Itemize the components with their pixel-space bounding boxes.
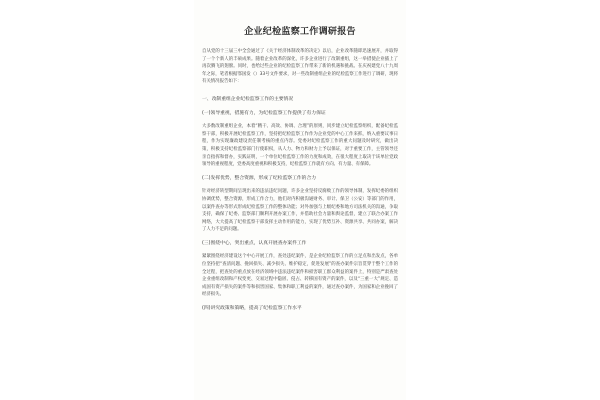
document-page bbox=[194, 0, 406, 400]
subsection-heading-1: (一)领导重视，措施有力，为纪检监察工作提供了有力保证 bbox=[202, 110, 326, 116]
intro-paragraph: 自从党的十三届三中全会通过了《关于经济体制改革的决定》以后，企业改革随即迅速展开，并取得了一个个新人的丰硕成果。随着企业改革的深化，许多企业进行了改制重组，这一举措使企业插上了再次腾飞的翅膀。同时，也给过些企业的纪检监察工作带来了新的机遇和挑战。在庆祝建党八十九周年之际，笔者根据鄂国发（）33号文件要求，对一些改制重组企业的纪检监察工作进行了调研，现将有关情况报告如下： bbox=[202, 49, 398, 85]
subsection-heading-3: (三)围绕中心，突出重点，认真开展查办案件工作 bbox=[202, 240, 307, 246]
document-title: 企业纪检监察工作调研报告 bbox=[244, 27, 356, 37]
body-paragraph-3: 紧紧围绕经济建设这个中心开展工作，查处违纪案件，是企业纪检监察工作的立足点和出发点，各单位坚持把“查清问题、挽回损失、减少损失、维护稳定，促进发展”的查办案件宗旨贯穿于整个工作的全过程，把查处的重点放在经济领域中违法违纪案件和损害职工群众利益的案件上，特别是严肃查处企业重组改制和产权变更、交易过程中隐匿、侵占、转移国有资产的案件，以及“三重一大”规定、造成国有资产损失的案件等和损害国家、集体和职工利益的案件，通过查办案件，为国家和企业挽回了经济损失。 bbox=[202, 254, 398, 298]
subsection-heading-4: (四)讲究政策和策略，提高了纪检监察工作水平 bbox=[202, 306, 302, 312]
section-heading-1: 一、改制重组企业纪检监察工作的主要情况 bbox=[202, 96, 294, 102]
subsection-heading-2: (二)发挥优势，整合资源，形成了纪检监察工作的合力 bbox=[202, 175, 317, 181]
body-paragraph-2: 针对经济转型期间呈现出来的违法违纪问题，许多企业坚持反腐败工作的领导体制，发挥纪委的组织协调优势，整合资源，形成工作合力，他们对内积极沟通财务、审计、保卫（公安）等部门的作用，以案件查办等形式形成纪检监察工作的整体功能；对外加强与上级纪委和地方司法机关的沟通，争取支持，确保了纪委、监察部门顺利开展办案工作，并借助社会力量和舆论监督，建立了联合办案工作网络，大大提高了纪检监察干部发挥主动作用的能力，实现了优势互补、资源共享、共同办案，解决了人力不足的问题。 bbox=[202, 189, 398, 233]
body-paragraph-1: 大多数改制重组企业，本着“精干、高效、协调、合理”的原则，同步建立纪检监察组织，配备纪检监察干部，积极开展纪检监察工作，坚持把纪检监察工作作为企业党的中心工作来抓，纳入重要议事日程，作为实现廉政建设责任制考核的重点内容。党委对纪检监察工作的重大问题及时研究，做出决策，积极支持纪检监察部门行使职权，从人力、物力和财力上予以保证，对于重要工作，主管领导还亲自指挥和督办，实践证明，一个单位纪检监察工作的力度和成效，在很大程度上取决于该单位党政领导的重视程度，党委高度重视和积极支持，纪检监察工作就有方向、有力量、有保障。 bbox=[202, 124, 398, 168]
